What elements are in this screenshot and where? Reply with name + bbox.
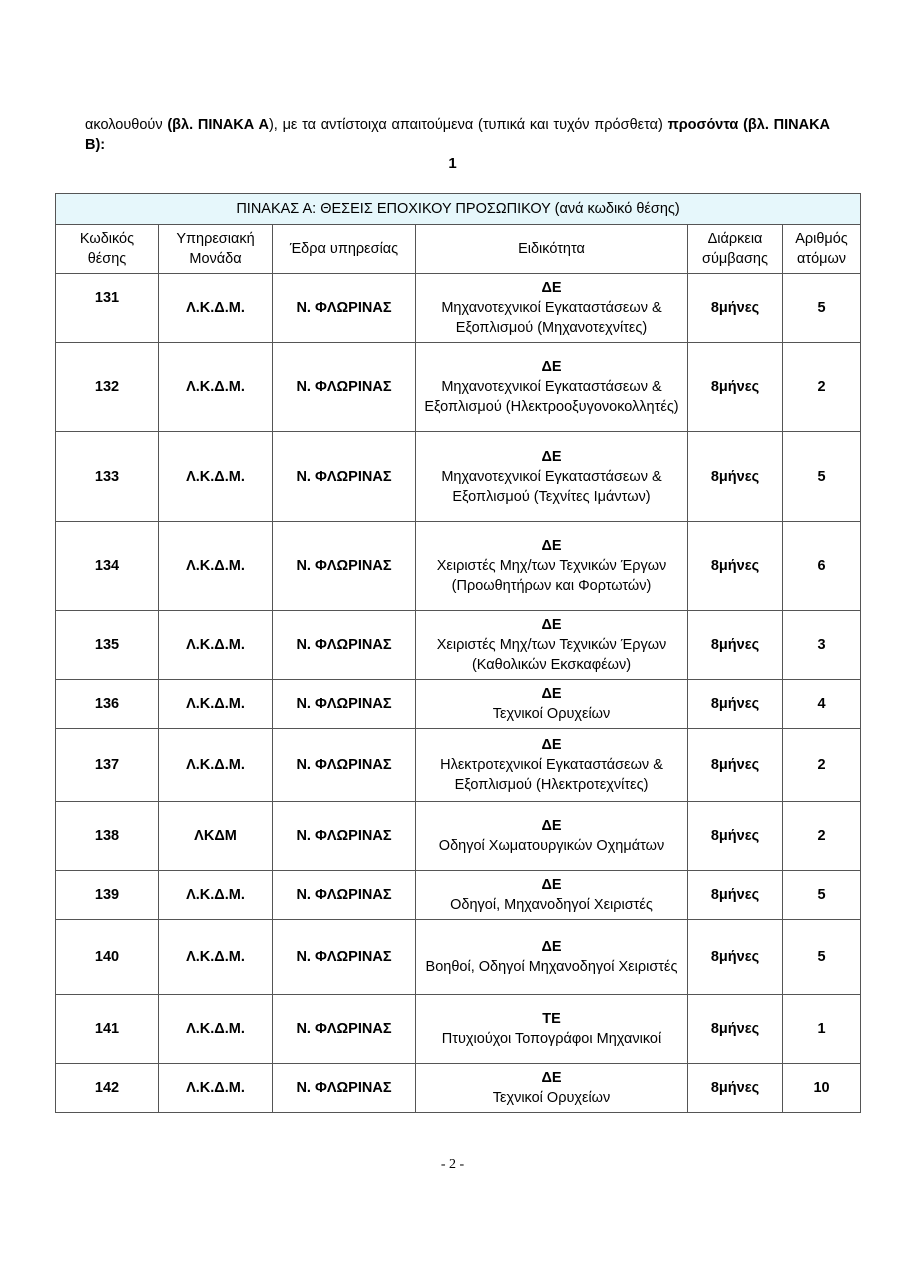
table-row [56,611,861,680]
specialty-name: Τεχνικοί Ορυχείων [492,706,611,722]
table-row [56,343,861,432]
header-duration: Διάρκεια σύμβασης [688,225,783,274]
cell-code: 132 [56,343,159,432]
cell-duration: 8μήνες [688,1064,783,1113]
header-unit: Υπηρεσιακή Μονάδα [159,225,273,274]
cell-count: 5 [783,432,861,522]
table-row [56,995,861,1064]
cell-code: 136 [56,680,159,729]
specialty-category: ΔΕ [541,617,562,633]
table-row [56,522,861,611]
cell-unit: ΛΚΔΜ [159,802,273,871]
cell-unit: Λ.Κ.Δ.Μ. [159,343,273,432]
intro-bold-1: (βλ. ΠΙΝΑΚΑ Α [167,117,269,133]
cell-count: 3 [783,611,861,680]
cell-specialty [416,995,688,1064]
table-header-row [56,225,861,274]
cell-duration: 8μήνες [688,522,783,611]
cell-code: 139 [56,871,159,920]
cell-count: 5 [783,871,861,920]
specialty-name: Χειριστές Μηχ/των Τεχνικών Έργων (Προωθητήρων και Φορτωτών) [436,558,667,594]
cell-specialty [416,274,688,343]
positions-table [55,193,861,1113]
cell-seat: Ν. ΦΛΩΡΙΝΑΣ [273,729,416,802]
table-row [56,1064,861,1113]
cell-specialty [416,1064,688,1113]
cell-duration: 8μήνες [688,274,783,343]
specialty-category: ΤΕ [542,1011,561,1027]
cell-seat: Ν. ΦΛΩΡΙΝΑΣ [273,274,416,343]
cell-unit: Λ.Κ.Δ.Μ. [159,611,273,680]
cell-duration: 8μήνες [688,802,783,871]
cell-unit: Λ.Κ.Δ.Μ. [159,729,273,802]
cell-duration: 8μήνες [688,995,783,1064]
table-row [56,729,861,802]
specialty-category: ΔΕ [541,686,562,702]
cell-count: 10 [783,1064,861,1113]
cell-count: 6 [783,522,861,611]
specialty-category: ΔΕ [541,1070,562,1086]
cell-specialty [416,522,688,611]
intro-text-1: ακολουθούν [85,117,168,133]
cell-count: 1 [783,995,861,1064]
cell-duration: 8μήνες [688,343,783,432]
specialty-name: Πτυχιούχοι Τοπογράφοι Μηχανικοί [441,1031,662,1047]
cell-code: 141 [56,995,159,1064]
table-row [56,802,861,871]
header-count: Αριθμός ατόμων [783,225,861,274]
table-caption-row [56,194,861,225]
cell-specialty [416,680,688,729]
cell-duration: 8μήνες [688,611,783,680]
cell-count: 2 [783,729,861,802]
table-row [56,680,861,729]
cell-duration: 8μήνες [688,871,783,920]
cell-duration: 8μήνες [688,729,783,802]
cell-unit: Λ.Κ.Δ.Μ. [159,522,273,611]
cell-code: 135 [56,611,159,680]
cell-unit: Λ.Κ.Δ.Μ. [159,432,273,522]
cell-duration: 8μήνες [688,920,783,995]
cell-code: 140 [56,920,159,995]
cell-count: 2 [783,802,861,871]
cell-seat: Ν. ΦΛΩΡΙΝΑΣ [273,995,416,1064]
cell-seat: Ν. ΦΛΩΡΙΝΑΣ [273,1064,416,1113]
cell-unit: Λ.Κ.Δ.Μ. [159,680,273,729]
section-number: 1 [448,155,457,172]
cell-seat: Ν. ΦΛΩΡΙΝΑΣ [273,802,416,871]
specialty-category: ΔΕ [541,359,562,375]
cell-seat: Ν. ΦΛΩΡΙΝΑΣ [273,522,416,611]
cell-unit: Λ.Κ.Δ.Μ. [159,274,273,343]
cell-count: 5 [783,274,861,343]
header-specialty: Ειδικότητα [416,225,688,274]
cell-count: 5 [783,920,861,995]
cell-duration: 8μήνες [688,680,783,729]
specialty-name: Ηλεκτροτεχνικοί Εγκαταστάσεων & Εξοπλισμού (Ηλεκτροτεχνίτες) [440,757,663,793]
cell-count: 4 [783,680,861,729]
header-seat: Έδρα υπηρεσίας [273,225,416,274]
specialty-category: ΔΕ [541,538,562,554]
header-code: Κωδικός θέσης [56,225,159,274]
specialty-name: Μηχανοτεχνικοί Εγκαταστάσεων & Εξοπλισμού (Τεχνίτες Ιμάντων) [441,468,662,505]
table-row [56,920,861,995]
cell-unit: Λ.Κ.Δ.Μ. [159,1064,273,1113]
cell-unit: Λ.Κ.Δ.Μ. [159,995,273,1064]
specialty-category: ΔΕ [541,877,562,893]
table-row [56,432,861,522]
table-caption: ΠΙΝΑΚΑΣ Α: ΘΕΣΕΙΣ ΕΠΟΧΙΚΟΥ ΠΡΟΣΩΠΙΚΟΥ (ανά κωδικό θέσης) [56,194,861,225]
cell-duration: 8μήνες [688,432,783,522]
cell-seat: Ν. ΦΛΩΡΙΝΑΣ [273,432,416,522]
cell-specialty [416,920,688,995]
cell-unit: Λ.Κ.Δ.Μ. [159,871,273,920]
cell-specialty [416,611,688,680]
cell-seat: Ν. ΦΛΩΡΙΝΑΣ [273,871,416,920]
table-row [56,274,861,343]
intro-bold-2: προσόντα (βλ. ΠΙΝΑΚΑ Β): [85,117,831,153]
page-footer-number: - 2 - [440,1157,465,1172]
cell-code: 138 [56,802,159,871]
specialty-name: Βοηθοί, Οδηγοί Μηχανοδηγοί Χειριστές [425,959,678,975]
table-row [56,871,861,920]
specialty-category: ΔΕ [541,448,562,465]
specialty-name: Οδηγοί, Μηχανοδηγοί Χειριστές [450,897,653,913]
specialty-category: ΔΕ [541,818,562,834]
cell-count: 2 [783,343,861,432]
cell-specialty [416,432,688,522]
specialty-name: Χειριστές Μηχ/των Τεχνικών Έργων (Καθολικών Εκσκαφέων) [436,637,667,673]
specialty-category: ΔΕ [541,939,562,955]
cell-code: 131 [56,274,159,343]
cell-specialty [416,802,688,871]
cell-specialty [416,871,688,920]
cell-seat: Ν. ΦΛΩΡΙΝΑΣ [273,611,416,680]
cell-code: 133 [56,432,159,522]
specialty-name: Τεχνικοί Ορυχείων [492,1090,611,1106]
intro-paragraph [85,115,830,155]
cell-code: 134 [56,522,159,611]
specialty-category: ΔΕ [541,280,562,296]
specialty-name: Οδηγοί Χωματουργικών Οχημάτων [438,838,665,854]
cell-code: 142 [56,1064,159,1113]
cell-seat: Ν. ΦΛΩΡΙΝΑΣ [273,680,416,729]
intro-text-2: ), με τα αντίστοιχα απαιτούμενα (τυπικά και τυχόν πρόσθετα) [268,117,668,133]
cell-seat: Ν. ΦΛΩΡΙΝΑΣ [273,343,416,432]
specialty-name: Μηχανοτεχνικοί Εγκαταστάσεων & Εξοπλισμού (Μηχανοτεχνίτες) [441,300,662,336]
cell-code: 137 [56,729,159,802]
cell-specialty [416,343,688,432]
cell-specialty [416,729,688,802]
specialty-category: ΔΕ [541,737,562,753]
specialty-name: Μηχανοτεχνικοί Εγκαταστάσεων & Εξοπλισμού (Ηλεκτροοξυγονοκολλητές) [424,379,679,415]
cell-unit: Λ.Κ.Δ.Μ. [159,920,273,995]
cell-seat: Ν. ΦΛΩΡΙΝΑΣ [273,920,416,995]
